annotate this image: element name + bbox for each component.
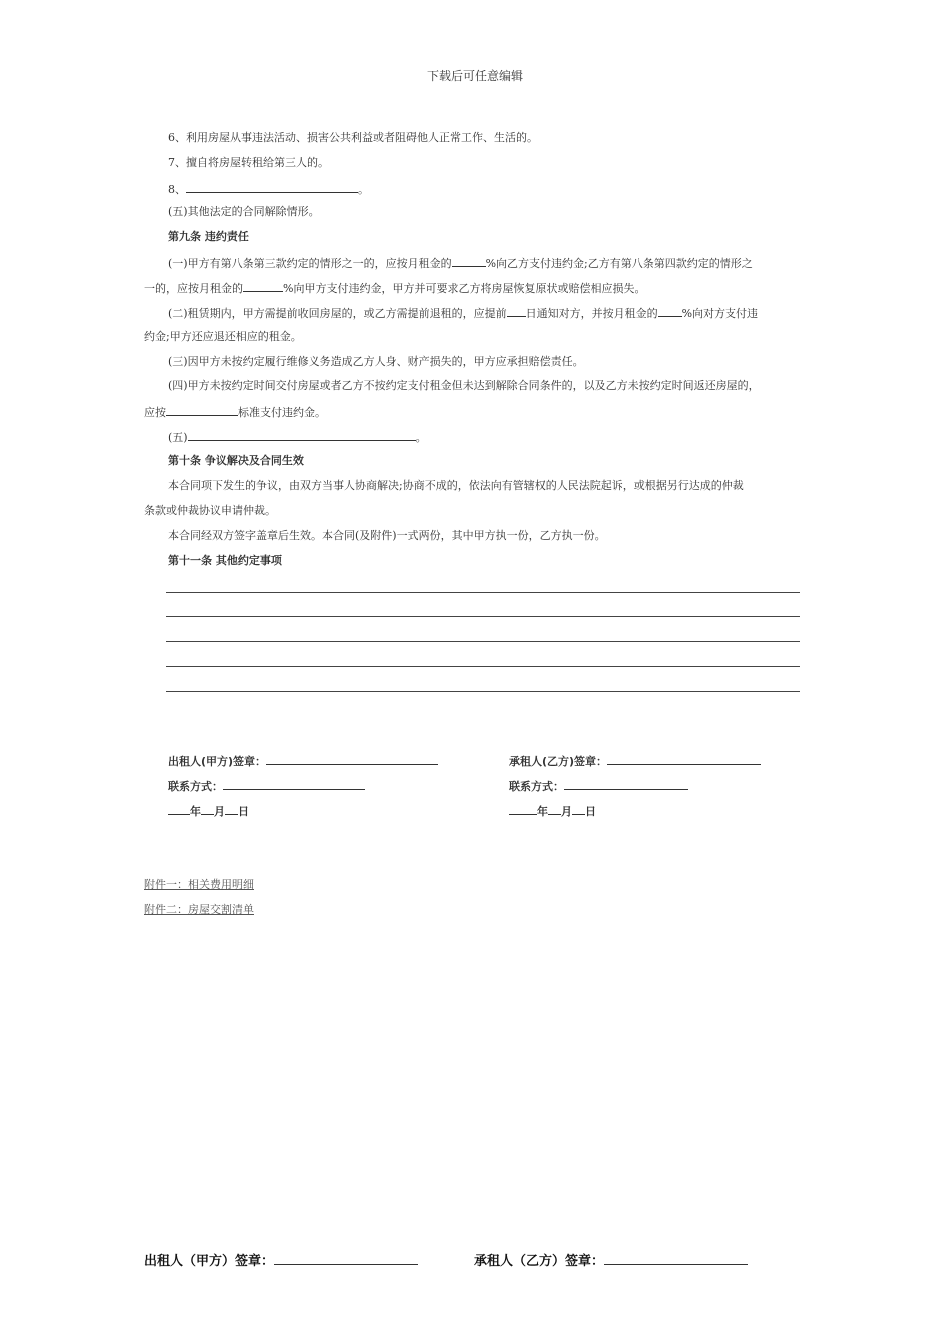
blank-line[interactable] [166,666,800,667]
footer-lessor-label: 出租人（甲方）签章： [144,1254,275,1269]
article-10-p1-line2: 条款或仲裁协议申请仲裁。 [144,504,276,517]
day-field[interactable] [225,803,238,815]
contact-field[interactable] [564,778,688,790]
lessor-signature [168,753,438,769]
text: (二)租赁期内，甲方需提前收回房屋的，或乙方需提前退租的，应提前 [168,307,507,320]
text: %向对方支付违 [681,307,759,320]
article-9-title: 第九条 违约责任 [168,230,249,243]
year-label: 年 [537,805,548,818]
article-9-p3: (三)因甲方未按约定履行维修义务造成乙方人身、财产损失的，甲方应承担赔偿责任。 [168,355,584,368]
article-9-p4-line1: (四)甲方未按约定时间交付房屋或者乙方不按约定支付租金但未达到解除合同条件的，以及乙方未按约定时间返还房屋的， [168,379,760,392]
footer-lessor-signature [144,1251,418,1269]
text: (五) [168,431,188,444]
blank-line[interactable] [166,592,800,593]
page-header: 下载后可任意编辑 [426,69,523,83]
lessee-contact [509,778,688,794]
signature-field[interactable] [607,753,761,765]
signature-field[interactable] [274,1251,418,1265]
article-9-p1-line1 [168,255,753,271]
article-10-p1-line1: 本合同项下发生的争议，由双方当事人协商解决;协商不成的，依法向有管辖权的人民法院起诉，或根据另行达成的仲裁 [168,479,744,492]
month-label: 月 [214,805,225,818]
day-label: 日 [238,805,249,818]
blank-field[interactable] [658,305,682,317]
article-9-p2-line1 [168,305,758,321]
footer-lessee-label: 承租人（乙方）签章： [474,1254,605,1269]
month-field[interactable] [548,803,561,815]
article-9-p1-line2 [144,280,645,296]
text: (一)甲方有第八条第三款约定的情形之一的，应按月租金的 [168,257,452,270]
contact-label: 联系方式： [509,780,564,793]
text: %向乙方支付违约金;乙方有第八条第四款约定的情形之 [485,257,753,270]
month-field[interactable] [201,803,214,815]
month-label: 月 [561,805,572,818]
contact-label: 联系方式： [168,780,223,793]
blank-field[interactable] [452,255,486,267]
text: 应按 [144,406,166,419]
lessor-contact [168,778,365,794]
footer-lessee-signature [474,1251,748,1269]
lessee-signature [509,753,761,769]
blank-field[interactable] [186,181,358,193]
text: 。 [415,431,427,444]
attachment-link-2[interactable]: 附件二：房屋交割清单 [144,903,254,916]
lessor-signature-label: 出租人(甲方)签章： [168,755,267,768]
clause-item-8 [168,181,369,197]
year-label: 年 [190,805,201,818]
item-8-prefix: 8、 [168,183,186,196]
clause-item-6: 6、利用房屋从事违法活动、损害公共利益或者阻碍他人正常工作、生活的。 [168,131,538,144]
blank-line[interactable] [166,691,800,692]
blank-field[interactable] [243,280,283,292]
blank-line[interactable] [166,616,800,617]
blank-field[interactable] [166,404,238,416]
signature-field[interactable] [604,1251,748,1265]
article-10-title: 第十条 争议解决及合同生效 [168,454,304,467]
text: 标准支付违约金。 [238,406,326,419]
lessor-date [168,803,249,819]
day-field[interactable] [572,803,585,815]
article-9-p5 [168,429,427,445]
clause-item-other: (五)其他法定的合同解除情形。 [168,205,320,218]
year-field[interactable] [168,803,190,815]
article-11-title: 第十一条 其他约定事项 [168,554,282,567]
text: 日通知对方，并按月租金的 [525,307,658,320]
year-field[interactable] [509,803,537,815]
lessee-date [509,803,596,819]
article-10-p2: 本合同经双方签字盖章后生效。本合同(及附件)一式两份，其中甲方执一份，乙方执一份。 [168,529,606,542]
blank-field[interactable] [188,429,416,441]
blank-field[interactable] [507,305,526,317]
blank-line[interactable] [166,641,800,642]
lessee-signature-label: 承租人(乙方)签章： [509,755,608,768]
contact-field[interactable] [223,778,365,790]
clause-item-7: 7、擅自将房屋转租给第三人的。 [168,156,329,169]
article-9-p2-line2: 约金;甲方还应退还相应的租金。 [144,330,302,343]
text: %向甲方支付违约金，甲方并可要求乙方将房屋恢复原状或赔偿相应损失。 [283,282,646,295]
signature-field[interactable] [266,753,438,765]
text: 一的，应按月租金的 [144,282,243,295]
article-9-p4-line2 [144,404,326,420]
day-label: 日 [585,805,596,818]
attachment-link-1[interactable]: 附件一：相关费用明细 [144,878,254,891]
item-8-suffix: 。 [358,183,369,196]
